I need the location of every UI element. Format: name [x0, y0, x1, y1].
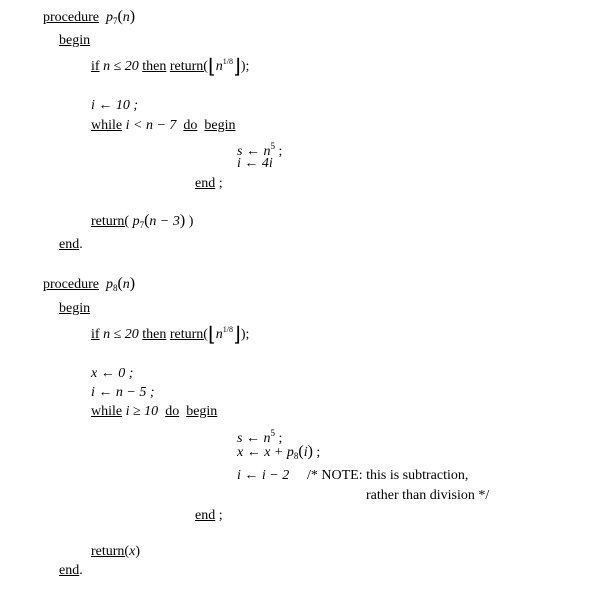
call-name: p	[132, 214, 140, 229]
end-period: .	[79, 563, 83, 578]
p8-while-line	[91, 404, 217, 420]
note-comment-line2: rather than division */	[366, 488, 490, 503]
s-tail: ;	[274, 144, 283, 159]
end-tail: ;	[215, 176, 223, 191]
then-keyword: then	[142, 327, 167, 342]
p8-final-return	[91, 544, 140, 560]
do-keyword: do	[183, 118, 198, 133]
s-tail: ;	[274, 431, 283, 446]
end-period: .	[79, 237, 83, 252]
p7-header: procedure $p_7(n)$	[43, 8, 136, 26]
floor-right: ⌋	[233, 56, 241, 78]
s-assign-text: s ← n	[237, 431, 271, 446]
while-keyword: while	[91, 118, 123, 133]
p8-begin	[59, 301, 90, 317]
return-tail: )	[185, 214, 194, 229]
i-assign-text: i ← i − 2	[237, 468, 290, 483]
p7-final-return: return( $p_7(n - 3)$ )	[91, 212, 194, 230]
floor-right: ⌋	[233, 324, 241, 346]
p7-i-assign: i ← 4i	[237, 156, 273, 171]
do-keyword: do	[165, 404, 180, 419]
inner-begin-keyword: begin	[204, 118, 236, 133]
s-exponent: 5	[270, 428, 275, 438]
after-floor: );	[240, 327, 250, 342]
procedure-keyword: procedure	[43, 277, 99, 292]
p8-end	[59, 563, 83, 579]
p8-x-assign: x ← $x + p_8(i)$ ;	[237, 443, 321, 461]
p8-init-i: i ← n − 5 ;	[91, 385, 155, 400]
floor-base: n	[215, 327, 223, 342]
proc-subscript: 8	[112, 283, 118, 293]
p8-header: procedure $p_8(n)$	[43, 275, 136, 293]
p8-i-assign	[237, 468, 289, 484]
floor-left: ⌊	[207, 324, 216, 346]
p7-init-i: i ← 10 ;	[91, 98, 139, 113]
p7-begin	[59, 33, 90, 49]
end-keyword: end	[59, 563, 80, 578]
call-subscript: 7	[139, 220, 145, 230]
x-tail: ;	[312, 445, 321, 460]
proc-arg: n	[122, 10, 130, 25]
return-keyword: return(	[169, 59, 208, 74]
if-condition: n ≤ 20	[103, 327, 139, 342]
return-arg: x	[129, 544, 136, 559]
p8-inner-end	[195, 508, 223, 524]
after-floor: );	[240, 59, 250, 74]
if-keyword: if	[91, 327, 100, 342]
return-tail: )	[135, 544, 140, 559]
proc-name: p	[105, 10, 113, 25]
while-keyword: while	[91, 404, 123, 419]
begin-keyword: begin	[59, 301, 91, 316]
floor-base: n	[215, 59, 223, 74]
p7-end	[59, 237, 83, 253]
floor-exponent: 1/8	[222, 57, 233, 66]
floor-left: ⌊	[207, 56, 216, 78]
return-keyword: return(	[169, 327, 208, 342]
end-keyword: end	[195, 176, 216, 191]
p7-inner-end	[195, 176, 223, 192]
p7-while-line	[91, 118, 236, 134]
if-keyword: if	[91, 59, 100, 74]
while-condition: i ≥ 10	[125, 404, 159, 419]
p7-if-line	[91, 54, 250, 78]
return-keyword: return(	[91, 544, 130, 559]
then-keyword: then	[142, 59, 167, 74]
floor-exponent: 1/8	[222, 325, 233, 334]
return-keyword: return(	[91, 214, 130, 229]
if-condition: n ≤ 20	[103, 59, 139, 74]
s-assign-text: s ← n	[237, 144, 271, 159]
p8-if-line	[91, 322, 250, 346]
inner-begin-keyword: begin	[186, 404, 218, 419]
x-call-arg: i	[303, 445, 308, 460]
begin-keyword: begin	[59, 33, 91, 48]
p8-init-x: x ← 0 ;	[91, 366, 134, 381]
end-keyword: end	[195, 508, 216, 523]
note-comment-line1: /* NOTE: this is subtraction,	[307, 468, 469, 483]
x-call-subscript: 8	[293, 451, 299, 461]
s-exponent: 5	[270, 141, 275, 151]
proc-name: p	[105, 277, 113, 292]
call-arg: n − 3	[149, 214, 180, 229]
while-condition: i < n − 7	[125, 118, 177, 133]
end-keyword: end	[59, 237, 80, 252]
proc-subscript: 7	[112, 16, 118, 26]
procedure-keyword: procedure	[43, 10, 99, 25]
proc-arg: n	[122, 277, 130, 292]
x-assign-text: x ← x + p	[237, 445, 294, 460]
end-tail: ;	[215, 508, 223, 523]
